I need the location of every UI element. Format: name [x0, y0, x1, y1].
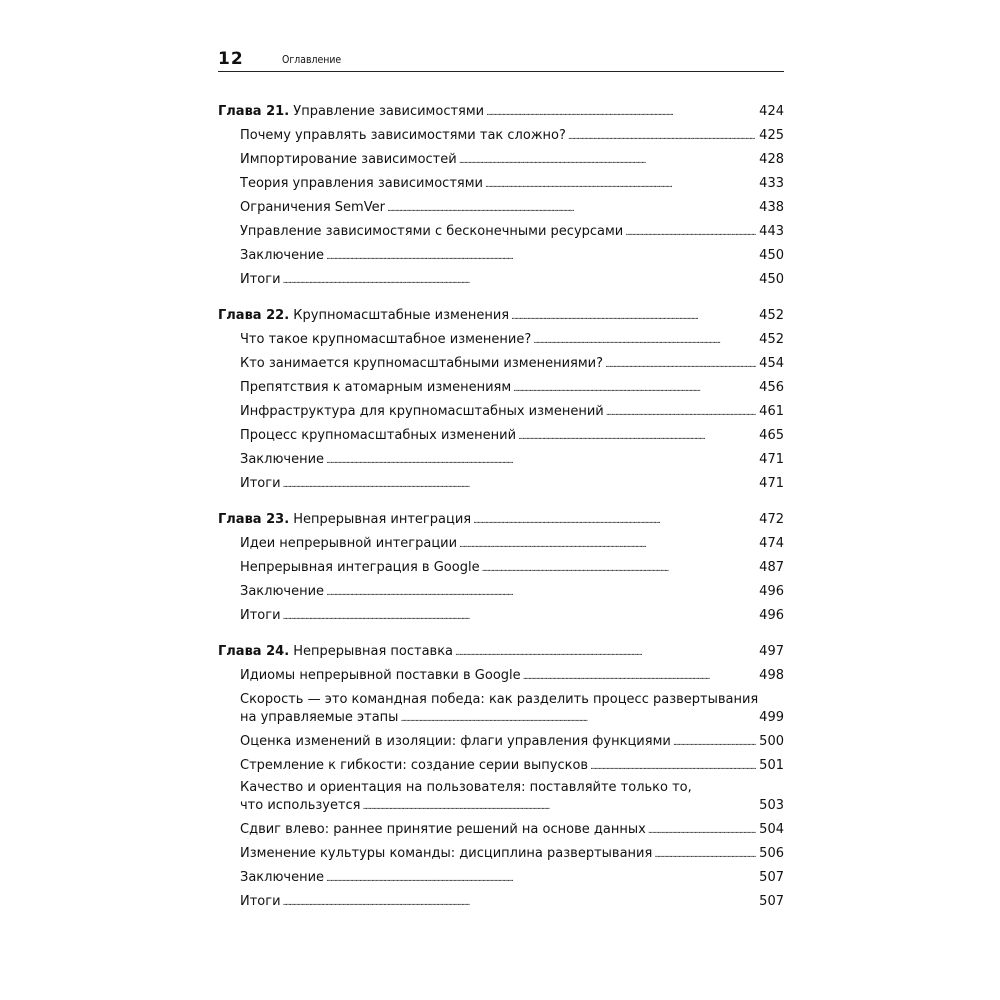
section-entry[interactable]	[240, 174, 784, 194]
page-ref: 507	[759, 894, 784, 909]
dot-leader	[568, 126, 756, 147]
section-title: Препятствия к атомарным изменениям	[240, 380, 512, 395]
page-ref: 500	[759, 734, 784, 749]
section-entry[interactable]	[240, 892, 784, 912]
section-title: Процесс крупномасштабных изменений	[240, 428, 517, 443]
section-entry[interactable]	[240, 426, 784, 446]
section-entry[interactable]	[240, 150, 784, 170]
section-title: что используется	[240, 798, 361, 813]
section-entry[interactable]	[240, 534, 784, 554]
page-ref: 471	[759, 452, 784, 467]
section-title: Изменение культуры команды: дисциплина развертывания	[240, 846, 653, 861]
section-title: Кто занимается крупномасштабными изменениями?	[240, 356, 604, 371]
dot-leader	[523, 666, 757, 687]
dot-leader	[283, 270, 757, 291]
dot-leader	[533, 330, 756, 351]
section-title: Заключение	[240, 584, 325, 599]
page-ref: 428	[759, 152, 784, 167]
section-entry[interactable]	[240, 330, 784, 350]
page-ref: 456	[759, 380, 784, 395]
section-entry[interactable]	[240, 868, 784, 888]
dot-leader	[625, 222, 756, 243]
chapter-title: Непрерывная интеграция	[293, 512, 472, 527]
chapter-entry[interactable]	[218, 642, 784, 662]
section-entry[interactable]	[240, 270, 784, 290]
page-number: 12	[218, 49, 244, 69]
section-title: на управляемые этапы	[240, 710, 399, 725]
section-title: Итоги	[240, 894, 281, 909]
dot-leader	[485, 174, 756, 195]
page-ref: 487	[759, 560, 784, 575]
section-entry[interactable]	[240, 354, 784, 374]
section-entry[interactable]	[240, 796, 784, 816]
page-ref: 497	[759, 644, 784, 659]
section-entry[interactable]	[240, 708, 784, 728]
dot-leader	[283, 606, 757, 627]
section-entry[interactable]	[240, 378, 784, 398]
chapter-label: Глава 22.	[218, 308, 290, 323]
chapter-label: Глава 23.	[218, 512, 290, 527]
chapter-title: Управление зависимостями	[293, 104, 485, 119]
dot-leader	[326, 868, 756, 889]
page-ref: 425	[759, 128, 784, 143]
section-title: Импортирование зависимостей	[240, 152, 457, 167]
section-title: Идиомы непрерывной поставки в Google	[240, 668, 521, 683]
dot-leader	[473, 510, 756, 531]
dot-leader	[455, 642, 756, 663]
page-ref: 452	[759, 308, 784, 323]
page-ref: 498	[759, 668, 784, 683]
page-ref: 465	[759, 428, 784, 443]
dot-leader	[590, 756, 756, 777]
page-ref: 474	[759, 536, 784, 551]
section-title: Заключение	[240, 248, 325, 263]
dot-leader	[513, 378, 756, 399]
section-entry[interactable]	[240, 844, 784, 864]
page-ref: 496	[759, 584, 784, 599]
section-entry[interactable]	[240, 474, 784, 494]
section-title: Стремление к гибкости: создание серии выпусков	[240, 758, 589, 773]
page-ref: 507	[759, 870, 784, 885]
dot-leader	[606, 402, 756, 423]
section-title: Оценка изменений в изоляции: флаги управления функциями	[240, 734, 671, 749]
dot-leader	[326, 582, 756, 603]
dot-leader	[363, 796, 757, 817]
page-header	[218, 46, 784, 72]
section-title: Итоги	[240, 272, 281, 287]
page-ref: 433	[759, 176, 784, 191]
dot-leader	[673, 732, 756, 753]
section-entry[interactable]	[240, 756, 784, 776]
page-ref: 506	[759, 846, 784, 861]
section-entry[interactable]	[240, 450, 784, 470]
dot-leader	[459, 150, 756, 171]
page-ref: 501	[759, 758, 784, 773]
section-entry[interactable]	[240, 606, 784, 626]
section-title: Что такое крупномасштабное изменение?	[240, 332, 532, 347]
dot-leader	[387, 198, 756, 219]
chapter-label: Глава 24.	[218, 644, 290, 659]
section-title: Инфраструктура для крупномасштабных изменений	[240, 404, 604, 419]
page-ref: 472	[759, 512, 784, 527]
dot-leader	[605, 354, 756, 375]
section-entry[interactable]	[240, 402, 784, 422]
section-title: Ограничения SemVer	[240, 200, 385, 215]
chapter-label: Глава 21.	[218, 104, 290, 119]
section-title: Теория управления зависимостями	[240, 176, 483, 191]
section-entry[interactable]	[240, 246, 784, 266]
section-title: Непрерывная интеграция в Google	[240, 560, 480, 575]
section-title: Управление зависимостями с бесконечными ресурсами	[240, 224, 624, 239]
page-ref: 424	[759, 104, 784, 119]
page-ref: 454	[759, 356, 784, 371]
section-entry[interactable]	[240, 666, 784, 686]
dot-leader	[518, 426, 756, 447]
section-title: Итоги	[240, 608, 281, 623]
page-ref: 450	[759, 248, 784, 263]
section-title: Заключение	[240, 870, 325, 885]
section-entry[interactable]	[240, 732, 784, 752]
section-entry[interactable]	[240, 222, 784, 242]
dot-leader	[482, 558, 757, 579]
dot-leader	[486, 102, 756, 123]
header-rule	[218, 71, 784, 72]
dot-leader	[283, 474, 757, 495]
dot-leader	[459, 534, 756, 555]
section-title: Итоги	[240, 476, 281, 491]
dot-leader	[511, 306, 756, 327]
page-ref: 452	[759, 332, 784, 347]
page-ref: 499	[759, 710, 784, 725]
dot-leader	[654, 844, 756, 865]
chapter-title: Непрерывная поставка	[293, 644, 454, 659]
dot-leader	[283, 892, 757, 913]
section-entry[interactable]	[240, 820, 784, 840]
section-entry[interactable]	[240, 558, 784, 578]
section-title: Почему управлять зависимостями так сложно?	[240, 128, 566, 143]
page-ref: 496	[759, 608, 784, 623]
page-ref: 461	[759, 404, 784, 419]
page-ref: 504	[759, 822, 784, 837]
dot-leader	[400, 708, 756, 729]
page-ref: 443	[759, 224, 784, 239]
section-title: Заключение	[240, 452, 325, 467]
dot-leader	[326, 450, 756, 471]
section-title-line1: Скорость — это командная победа: как разделить процесс развертывания	[240, 692, 759, 707]
dot-leader	[648, 820, 756, 841]
chapter-entry[interactable]	[218, 102, 784, 122]
section-title: Сдвиг влево: раннее принятие решений на основе данных	[240, 822, 646, 837]
chapter-entry[interactable]	[218, 306, 784, 326]
chapter-entry[interactable]	[218, 510, 784, 530]
page-ref: 503	[759, 798, 784, 813]
chapter-title: Крупномасштабные изменения	[293, 308, 510, 323]
page-ref: 471	[759, 476, 784, 491]
section-entry[interactable]	[240, 582, 784, 602]
section-entry[interactable]	[240, 198, 784, 218]
running-head: Оглавление	[282, 53, 342, 66]
section-title: Идеи непрерывной интеграции	[240, 536, 458, 551]
section-title-line1: Качество и ориентация на пользователя: поставляйте только то,	[240, 780, 692, 795]
dot-leader	[326, 246, 756, 267]
section-entry[interactable]	[240, 126, 784, 146]
page-ref: 450	[759, 272, 784, 287]
page-ref: 438	[759, 200, 784, 215]
